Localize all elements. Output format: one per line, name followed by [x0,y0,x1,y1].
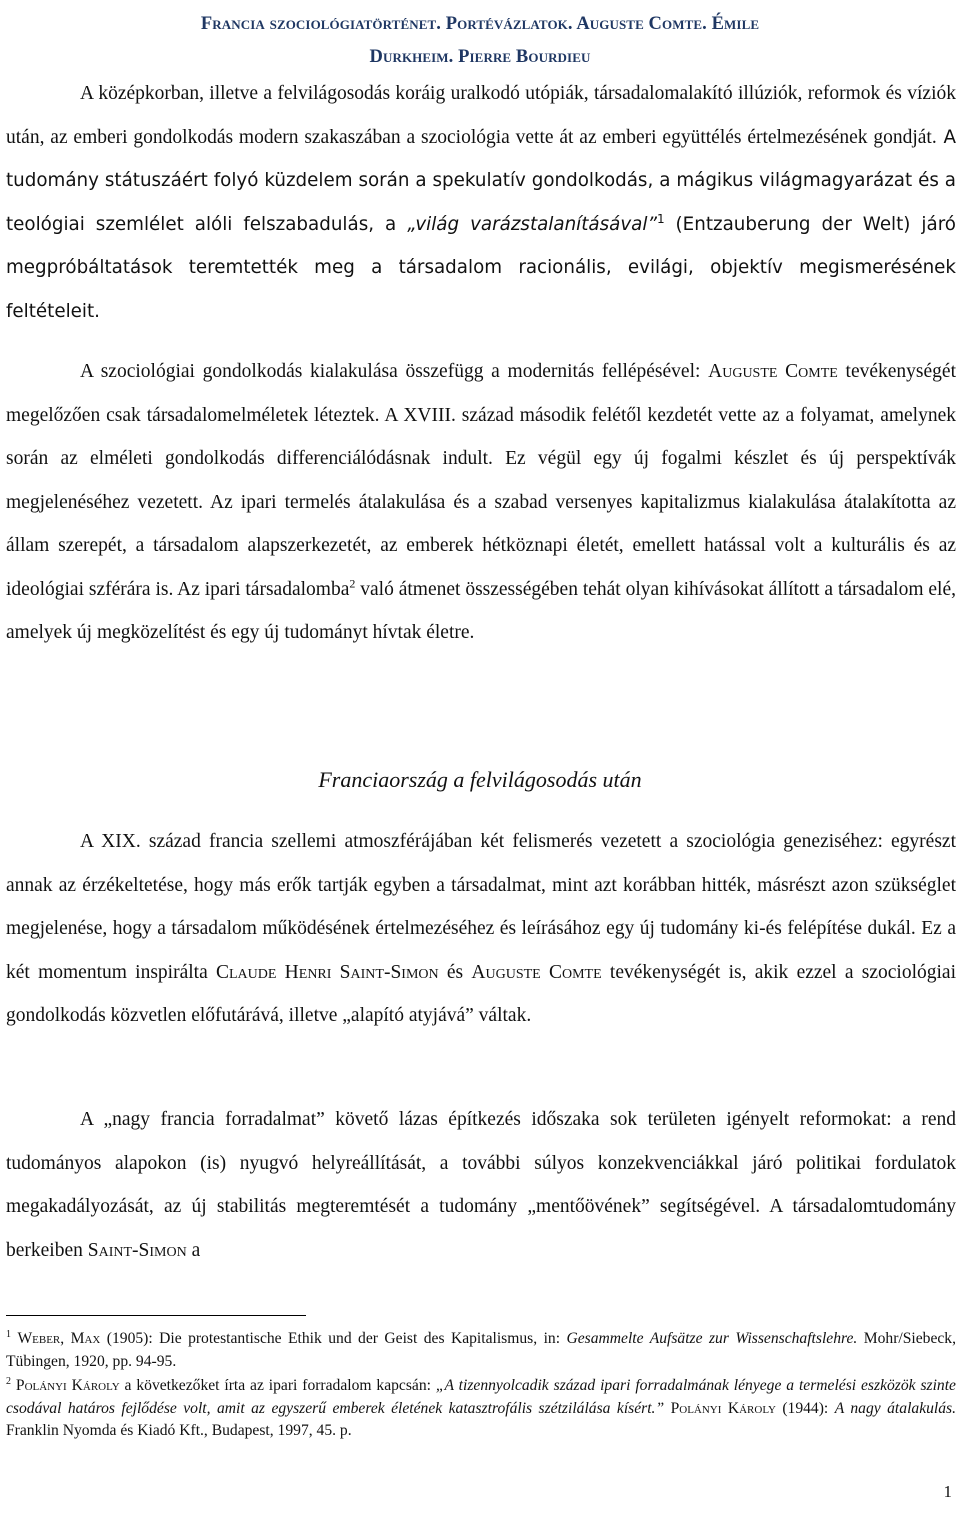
chapter-heading [40,8,920,74]
page-number: 1 [943,1482,952,1501]
footnote-1-author: Weber, Max [17,1330,101,1347]
footnote-2-number: 2 [6,1375,11,1387]
paragraph-4-text-b: a [186,1239,201,1261]
paragraph-1-serif-text: A középkorban, illetve a felvilágosodás koráig uralkodó utópiák, társadalomalakító illúziók, reformok és víziók után, az emberi gondolkodás modern szakaszában a szociológia vette át az emberi együttélés értelmezésének gondját. [6,83,956,148]
heading-line-1: Francia szociológiatörténet. Portévázlatok. Auguste Comte. Émile [200,14,760,34]
footnote-2-italic-2: A nagy átalakulás. [834,1399,957,1417]
person-name-saint-simon-2: Saint-Simon [87,1239,187,1261]
paragraph-2-text-c: való átmenet összességében tehát olyan kihívásokat állított a társadalom elé, amelyek új megközelítést és egy új tudományt hívtak életre. [6,578,957,643]
paragraph-2-text-b: tevékenységét megelőzően csak társadalomelméletek léteztek. A XVIII. század második felétől kezdetét vette az a folyamat, amelynek során az elméleti gondolkodás differenciálódásnak indult. Ez végül egy új fogalmi készlet és új perspektívák megjelenéséhez vezetett. Az ipari termelés átalakulása és a szabad versenyes kapitalizmus kialakulása átalakította az állam szerepét, a társadalom alapszerkezetét, az emberek hétköznapi életét, emellett hatással volt a kulturális és az ideológiai szférára is. Az ipari társadalomba [6,361,956,600]
person-name-comte-2: Auguste Comte [471,961,602,983]
footnote-1-italic: Gesammelte Aufsätze zur Wissenschaftslehre. [566,1330,858,1347]
paragraph-2 [6,350,956,655]
footnote-2-text-d: Franklin Nyomda és Kiadó Kft., Budapest, 1997, 45. p. [6,1422,352,1440]
section-subheading: Franciaország a felvilágosodás után [318,767,642,792]
paragraph-3-text-b: és [438,961,472,983]
footnote-2-text-a: a következőket írta az ipari forradalom kapcsán: [119,1377,436,1394]
footnote-ref-2: 2 [349,576,356,590]
footnote-2 [6,1375,956,1443]
footnote-1-text-b: Mohr/Siebeck, Tübingen, 1920, pp. 94-95. [6,1330,957,1370]
paragraph-3-text-c: tevékenységét is, akik ezzel a szociológiai gondolkodás közvetlen előfutárává, illetve „alapító atyjává” váltak. [6,961,956,1026]
paragraph-4-text-a: A „nagy francia forradalmat” követő lázas építkezés időszaka sok területen igényelt reformokat: a rend tudományos alapokon (is) nyugvó helyreállítását, a további súlyos konzekvenciákkal járó politikai fordulatok megakadályozását, az új stabilitás megteremtését a tudomány „mentőövének” segítségével. A társadalomtudomány berkeiben [6,1109,956,1261]
paragraph-4 [6,1098,956,1272]
footnote-2-author: Polányi Károly [15,1377,120,1394]
paragraph-3-text-a: A XIX. század francia szellemi atmoszférájában két felismerés vezetett a szociológia geneziséhez: egyrészt annak az érzékeltetése, hogy más erők tartják egyben a társadalmat, mint azt korábban hitték, másrészt azon szükséglet megjelenése, hogy a társadalom működésének értelmezéséhez és leírásához egy új tudomány ki-és felépítése dukál. Ez a két momentum inspirálta [6,831,956,983]
paragraph-1-sans-text-b: (Entzauberung der Welt) járó megpróbáltatások teremtették meg a társadalom racionális, evilági, objektív megismerésének feltételeit. [6,213,956,322]
paragraph-1-italic-quote: „világ varázstalanításával” [407,213,657,235]
heading-line-2: Durkheim. Pierre Bourdieu [369,47,591,67]
footnote-2-author-2: Polányi Károly [670,1399,776,1417]
footnote-2-text-c: (1944): [775,1399,835,1417]
footnote-2-italic: „A tizennyolcadik század ipari forradalmának lényege a termelési eszközök szinte csodával határos fejlődése volt, amit az egyszerű emberek életének katasztrofális szétzilálása kísért.” [6,1377,956,1417]
footnote-ref-1: 1 [656,211,665,226]
paragraph-3 [6,820,956,1038]
person-name-comte: Auguste Comte [708,361,838,382]
paragraph-2-text-a: A szociológiai gondolkodás kialakulása összefügg a modernitás fellépésével: [80,361,709,382]
footnote-1 [6,1328,956,1373]
footnote-separator [6,1315,306,1316]
footnote-1-number: 1 [6,1328,11,1340]
person-name-saint-simon: Claude Henri Saint-Simon [215,961,439,983]
paragraph-1 [6,72,956,333]
footnote-1-text-a: (1905): Die protestantische Ethik und der Geist des Kapitalismus, in: [100,1330,567,1347]
paragraph-1-sans-text-a: A tudomány státuszáért folyó küzdelem során a spekulatív gondolkodás, a mágikus világmagyarázat és a teológiai szemlélet alóli felszabadulás, a [6,126,956,235]
